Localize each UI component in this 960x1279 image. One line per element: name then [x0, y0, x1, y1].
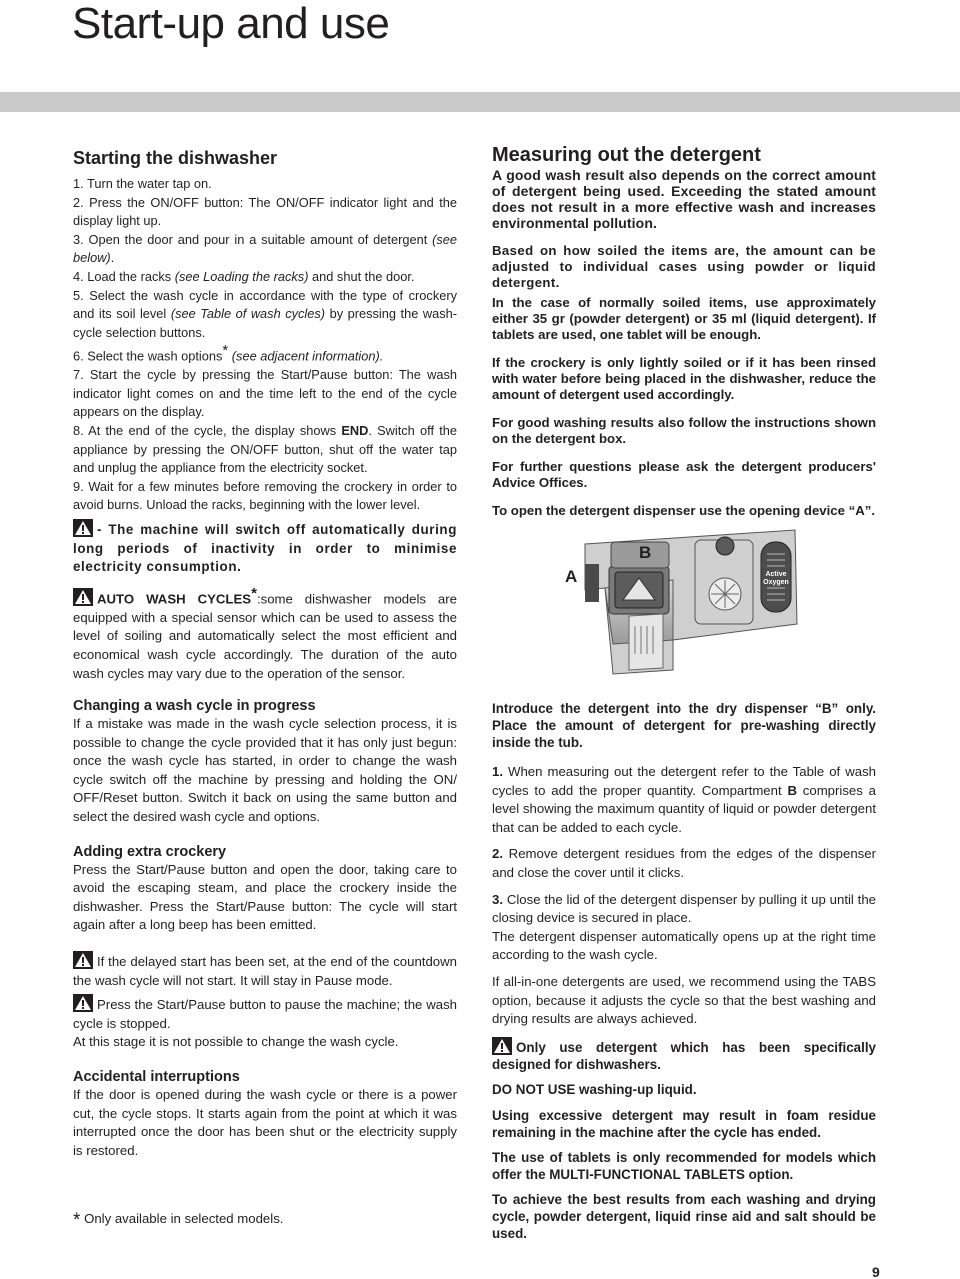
- step-6: 6. Select the wash options* (see adjacent information).: [73, 342, 384, 364]
- instruction-3-note: The detergent dispenser automatically opens up at the right time according to the wash cycle.: [492, 928, 876, 963]
- interruptions-text: If the door is opened during the wash cycle or there is a power cut, the cycle stops. It starts again from the point at which it was interrupted once the door has been shut or the electricity supply is restored.: [73, 1086, 457, 1158]
- detergent-section: [492, 143, 876, 519]
- warning-icon: [73, 588, 93, 606]
- step-1: 1. Turn the water tap on.: [73, 176, 212, 191]
- pause-warning: Press the Start/Pause button to pause the machine; the wash cycle is stopped.: [73, 994, 457, 1033]
- only-detergent-warning: Only use detergent which has been specifically designed for dishwashers.: [492, 1037, 876, 1073]
- step-5: 5. Select the wash cycle in accordance with the type of crockery and its soil level (see Table of wash cycles) by pressing the wash-cycle selection buttons.: [73, 287, 457, 340]
- changing-section: [73, 697, 457, 1160]
- starting-section: [73, 147, 457, 683]
- step-8: 8. At the end of the cycle, the display shows END. Switch off the appliance by pressing the ON/OFF button, shut off the water tap and unplug the appliance from the electricity socket.: [73, 422, 457, 476]
- no-washing-up-text: DO NOT USE washing-up liquid.: [492, 1081, 697, 1097]
- auto-wash-note: AUTO WASH CYCLES*:some dishwasher models are equipped with a special sensor which can be used to assess the level of soiling and automatically select the most efficient and economical wash cycle accordingly. The duration of the auto wash cycles may vary due to the operation of the sensor.: [73, 584, 457, 681]
- changing-heading: Changing a wash cycle in progress: [73, 698, 316, 714]
- detergent-p1: Based on how soiled the items are, the amount can be adjusted to individual cases using powder or liquid detergent.: [492, 243, 876, 290]
- all-in-one-text: If all-in-one detergents are used, we recommend using the TABS option, because it adjusts the cycle so that the best washing and drying results are always achieved.: [492, 973, 876, 1027]
- excessive-text: Using excessive detergent may result in foam residue remaining in the machine after the cycle has ended.: [492, 1108, 876, 1141]
- step-2: 2. Press the ON/OFF button: The ON/OFF indicator light and the display light up.: [73, 194, 457, 229]
- step-7: 7. Start the cycle by pressing the Start/Pause button: The wash indicator light comes on and the time left to the end of the cycle appears on the display.: [73, 367, 457, 420]
- step-3: 3. Open the door and pour in a suitable amount of detergent (see below).: [73, 231, 457, 266]
- detergent-intro: A good wash result also depends on the correct amount of detergent being used. Exceeding the stated amount does not result in a more effective wash and increases environmental pollution.: [492, 167, 876, 231]
- diagram-label-b: B: [639, 543, 652, 562]
- step-4: 4. Load the racks (see Loading the racks) and shut the door.: [73, 268, 415, 284]
- delayed-start-warning: If the delayed start has been set, at the end of the countdown the wash cycle will not start. It will stay in Pause mode.: [73, 951, 457, 990]
- footnote: * Only available in selected models.: [73, 1210, 284, 1231]
- diagram-label-a: A: [565, 567, 578, 586]
- best-results-text: To achieve the best results from each washing and drying cycle, powder detergent, liquid rinse aid and salt should be used.: [492, 1192, 876, 1242]
- rinse-aid-compartment: [695, 537, 753, 624]
- warning-icon: [73, 951, 93, 969]
- badge-line-1: Active: [765, 571, 787, 578]
- detergent-heading: Measuring out the detergent: [492, 144, 761, 166]
- instruction-2: 2. Remove detergent residues from the edges of the dispenser and close the cover until it clicks.: [492, 846, 876, 880]
- detergent-p4: For good washing results also follow the instructions shown on the detergent box.: [492, 415, 876, 446]
- dispenser-instructions: [492, 700, 876, 1242]
- opening-device-a: [585, 564, 599, 602]
- instruction-3: 3. Close the lid of the detergent dispenser by pulling it up until the closing device is secured in place.: [492, 891, 876, 926]
- detergent-dispenser-diagram: [545, 524, 825, 686]
- hinge-flap: [629, 614, 663, 670]
- header-band: [0, 92, 960, 112]
- detergent-p2: In the case of normally soiled items, use approximately either 35 gr (powder detergent) or 35 ml (liquid detergent). If tablets are used, one tablet will be enough.: [492, 295, 876, 342]
- detergent-p5: For further questions please ask the detergent producers' Advice Offices.: [492, 459, 876, 490]
- badge-line-2: Oxygen: [763, 579, 789, 586]
- warning-icon: [492, 1037, 512, 1055]
- page-title: Start-up and use: [72, 0, 390, 48]
- tablets-text: The use of tablets is only recommended for models which offer the MULTI-FUNCTIONAL TABLETS option.: [492, 1150, 876, 1183]
- step-9: 9. Wait for a few minutes before removing the crockery in order to avoid burns. Unload the racks, beginning with the lower level.: [73, 478, 457, 513]
- adding-heading: Adding extra crockery: [73, 843, 227, 860]
- instruction-1: 1. When measuring out the detergent refer to the Table of wash cycles to add the proper quantity. Compartment B comprises a level showing the maximum quantity of liquid or powder detergent that can be added to each cycle.: [492, 764, 876, 835]
- warning-icon: [73, 519, 93, 537]
- pause-note: At this stage it is not possible to change the wash cycle.: [73, 1034, 399, 1050]
- auto-off-warning: - The machine will switch off automatically during long periods of inactivity in order to minimise electricity consumption.: [73, 519, 457, 577]
- detergent-p3: If the crockery is only lightly soiled or if it has been rinsed with water before being placed in the dishwasher, reduce the amount of detergent used accordingly.: [492, 355, 876, 402]
- detergent-p6: To open the detergent dispenser use the opening device “A”.: [492, 503, 875, 518]
- adding-text: Press the Start/Pause button and open the door, taking care to avoid the escaping steam, and place the crockery inside the dishwasher. Press the Start/Pause button: The cycle will start again after a long beep has been emitted.: [73, 861, 457, 933]
- starting-heading: Starting the dishwasher: [73, 148, 278, 168]
- warning-icon: [73, 994, 93, 1012]
- page-number: 9: [872, 1264, 880, 1279]
- introduce-text: Introduce the detergent into the dry dispenser “B” only. Place the amount of detergent for pre-washing directly inside the tub.: [492, 701, 876, 750]
- interruptions-heading: Accidental interruptions: [73, 1068, 240, 1085]
- changing-text: If a mistake was made in the wash cycle selection process, it is possible to change the cycle provided that it has only just begun: once the wash cycle has started, in order to change the wash cycle switch off the machine by pressing and holding the ON/ OFF/Reset button. Switch it back on using the same button and select the desired wash cycle and options.: [73, 716, 457, 824]
